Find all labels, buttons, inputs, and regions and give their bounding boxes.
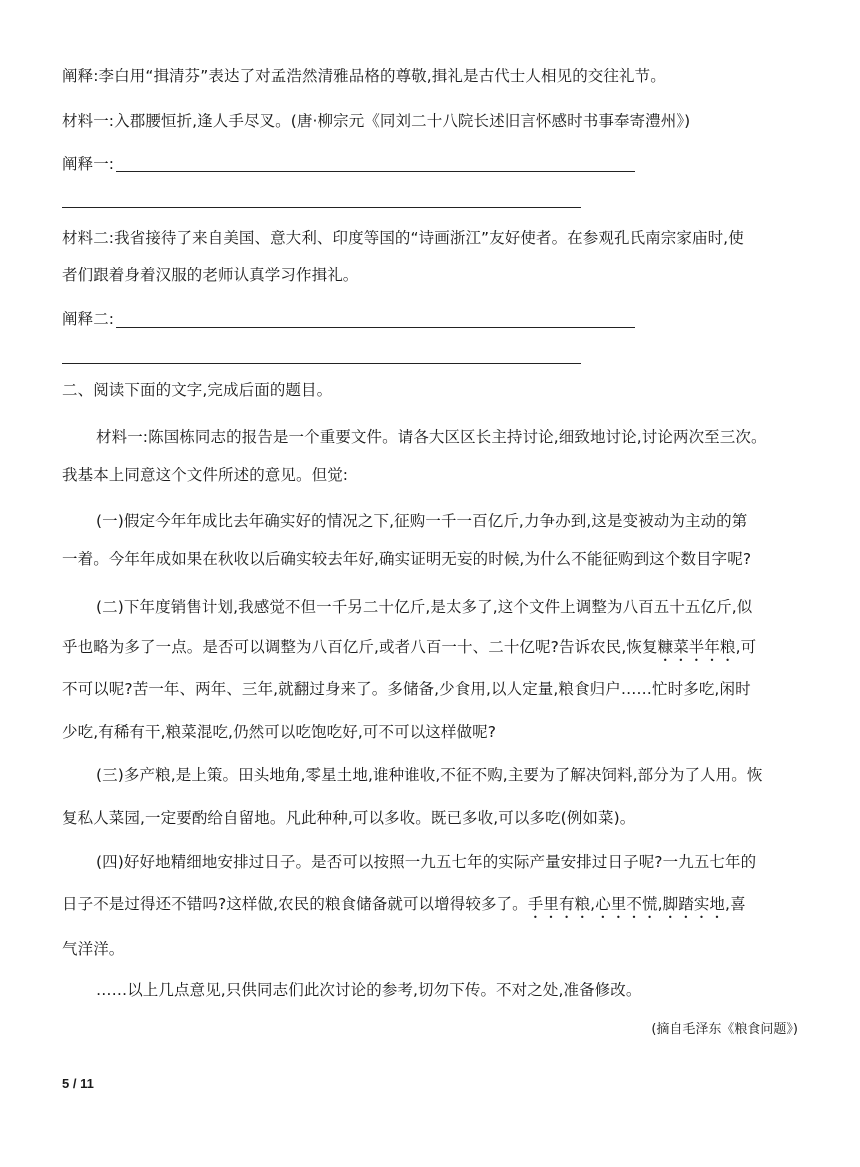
paragraph-line: 少吃,有稀有干,粮菜混吃,仍然可以吃饱吃好,可不可以这样做呢? xyxy=(62,723,497,741)
paragraph-line xyxy=(62,894,746,922)
answer-blank-line[interactable] xyxy=(116,327,635,328)
text-segment: 喜 xyxy=(730,895,746,913)
paragraph-line: (二)下年度销售计划,我感觉不但一千另二十亿斤,是太多了,这个文件上调整为八百五十五亿斤,似 xyxy=(96,598,753,616)
emphasized-text: 手里有粮,心里不慌,脚踏实地, xyxy=(527,895,731,913)
answer-blank-line[interactable] xyxy=(62,363,581,364)
section-heading: 二、阅读下面的文字,完成后面的题目。 xyxy=(62,381,333,399)
text-segment: 日子不是过得还不错吗?这样做,农民的粮食储备就可以增得较多了。 xyxy=(62,895,528,913)
paragraph-line: 我基本上同意这个文件所述的意见。但觉: xyxy=(62,466,349,484)
explanation-two-label: 阐释二: xyxy=(62,310,115,328)
text-segment: ,可 xyxy=(735,638,757,656)
material-one-text: 材料一:入郡腰恒折,逢人手尽叉。(唐·柳宗元《同刘二十八院长述旧言怀感时书事奉寄澧州》) xyxy=(62,112,691,130)
material-two-text: 者们跟着身着汉服的老师认真学习作揖礼。 xyxy=(62,266,359,284)
paragraph-line: (三)多产粮,是上策。田头地角,零星土地,谁种谁收,不征不购,主要为了解决饲料,部分为了人用。恢 xyxy=(96,766,763,784)
page-number: 5 / 11 xyxy=(62,1076,94,1091)
paragraph-line: ……以上几点意见,只供同志们此次讨论的参考,切勿下传。不对之处,准备修改。 xyxy=(96,981,642,999)
explanation-one-label: 阐释一: xyxy=(62,155,115,173)
explanation-text: 阐释:李白用“揖清芬”表达了对孟浩然清雅品格的尊敬,揖礼是古代士人相见的交往礼节。 xyxy=(62,67,666,85)
answer-blank-line[interactable] xyxy=(62,207,581,208)
paragraph-line: 复私人菜园,一定要酌给自留地。凡此种种,可以多收。既已多收,可以多吃(例如菜)。 xyxy=(62,809,636,827)
material-two-text: 材料二:我省接待了来自美国、意大利、印度等国的“诗画浙江”友好使者。在参观孔氏南宗家庙时,使 xyxy=(62,229,744,247)
answer-blank-line[interactable] xyxy=(116,171,635,172)
paragraph-line: 一着。今年年成如果在秋收以后确实较去年好,确实证明无妄的时候,为什么不能征购到这个数目字呢? xyxy=(62,550,752,568)
paragraph-line: (四)好好地精细地安排过日子。是否可以按照一九五七年的实际产量安排过日子呢?一九五七年的 xyxy=(96,853,757,871)
paragraph-line: 材料一:陈国栋同志的报告是一个重要文件。请各大区区长主持讨论,细致地讨论,讨论两次至三次。 xyxy=(96,428,767,446)
emphasized-text: 糠菜半年粮 xyxy=(657,638,736,656)
paragraph-line xyxy=(62,637,756,665)
paragraph-line: 气洋洋。 xyxy=(62,940,125,958)
text-segment: 乎也略为多了一点。是否可以调整为八百亿斤,或者八百一十、二十亿呢?告诉农民,恢复 xyxy=(62,638,658,656)
paragraph-line: 不可以呢?苦一年、两年、三年,就翻过身来了。多储备,少食用,以人定量,粮食归户……忙时多吃,闲时 xyxy=(62,680,751,698)
paragraph-line: (一)假定今年年成比去年确实好的情况之下,征购一千一百亿斤,力争办到,这是变被动为主动的第 xyxy=(96,512,748,530)
source-citation: (摘自毛泽东《粮食问题》) xyxy=(651,1022,798,1037)
